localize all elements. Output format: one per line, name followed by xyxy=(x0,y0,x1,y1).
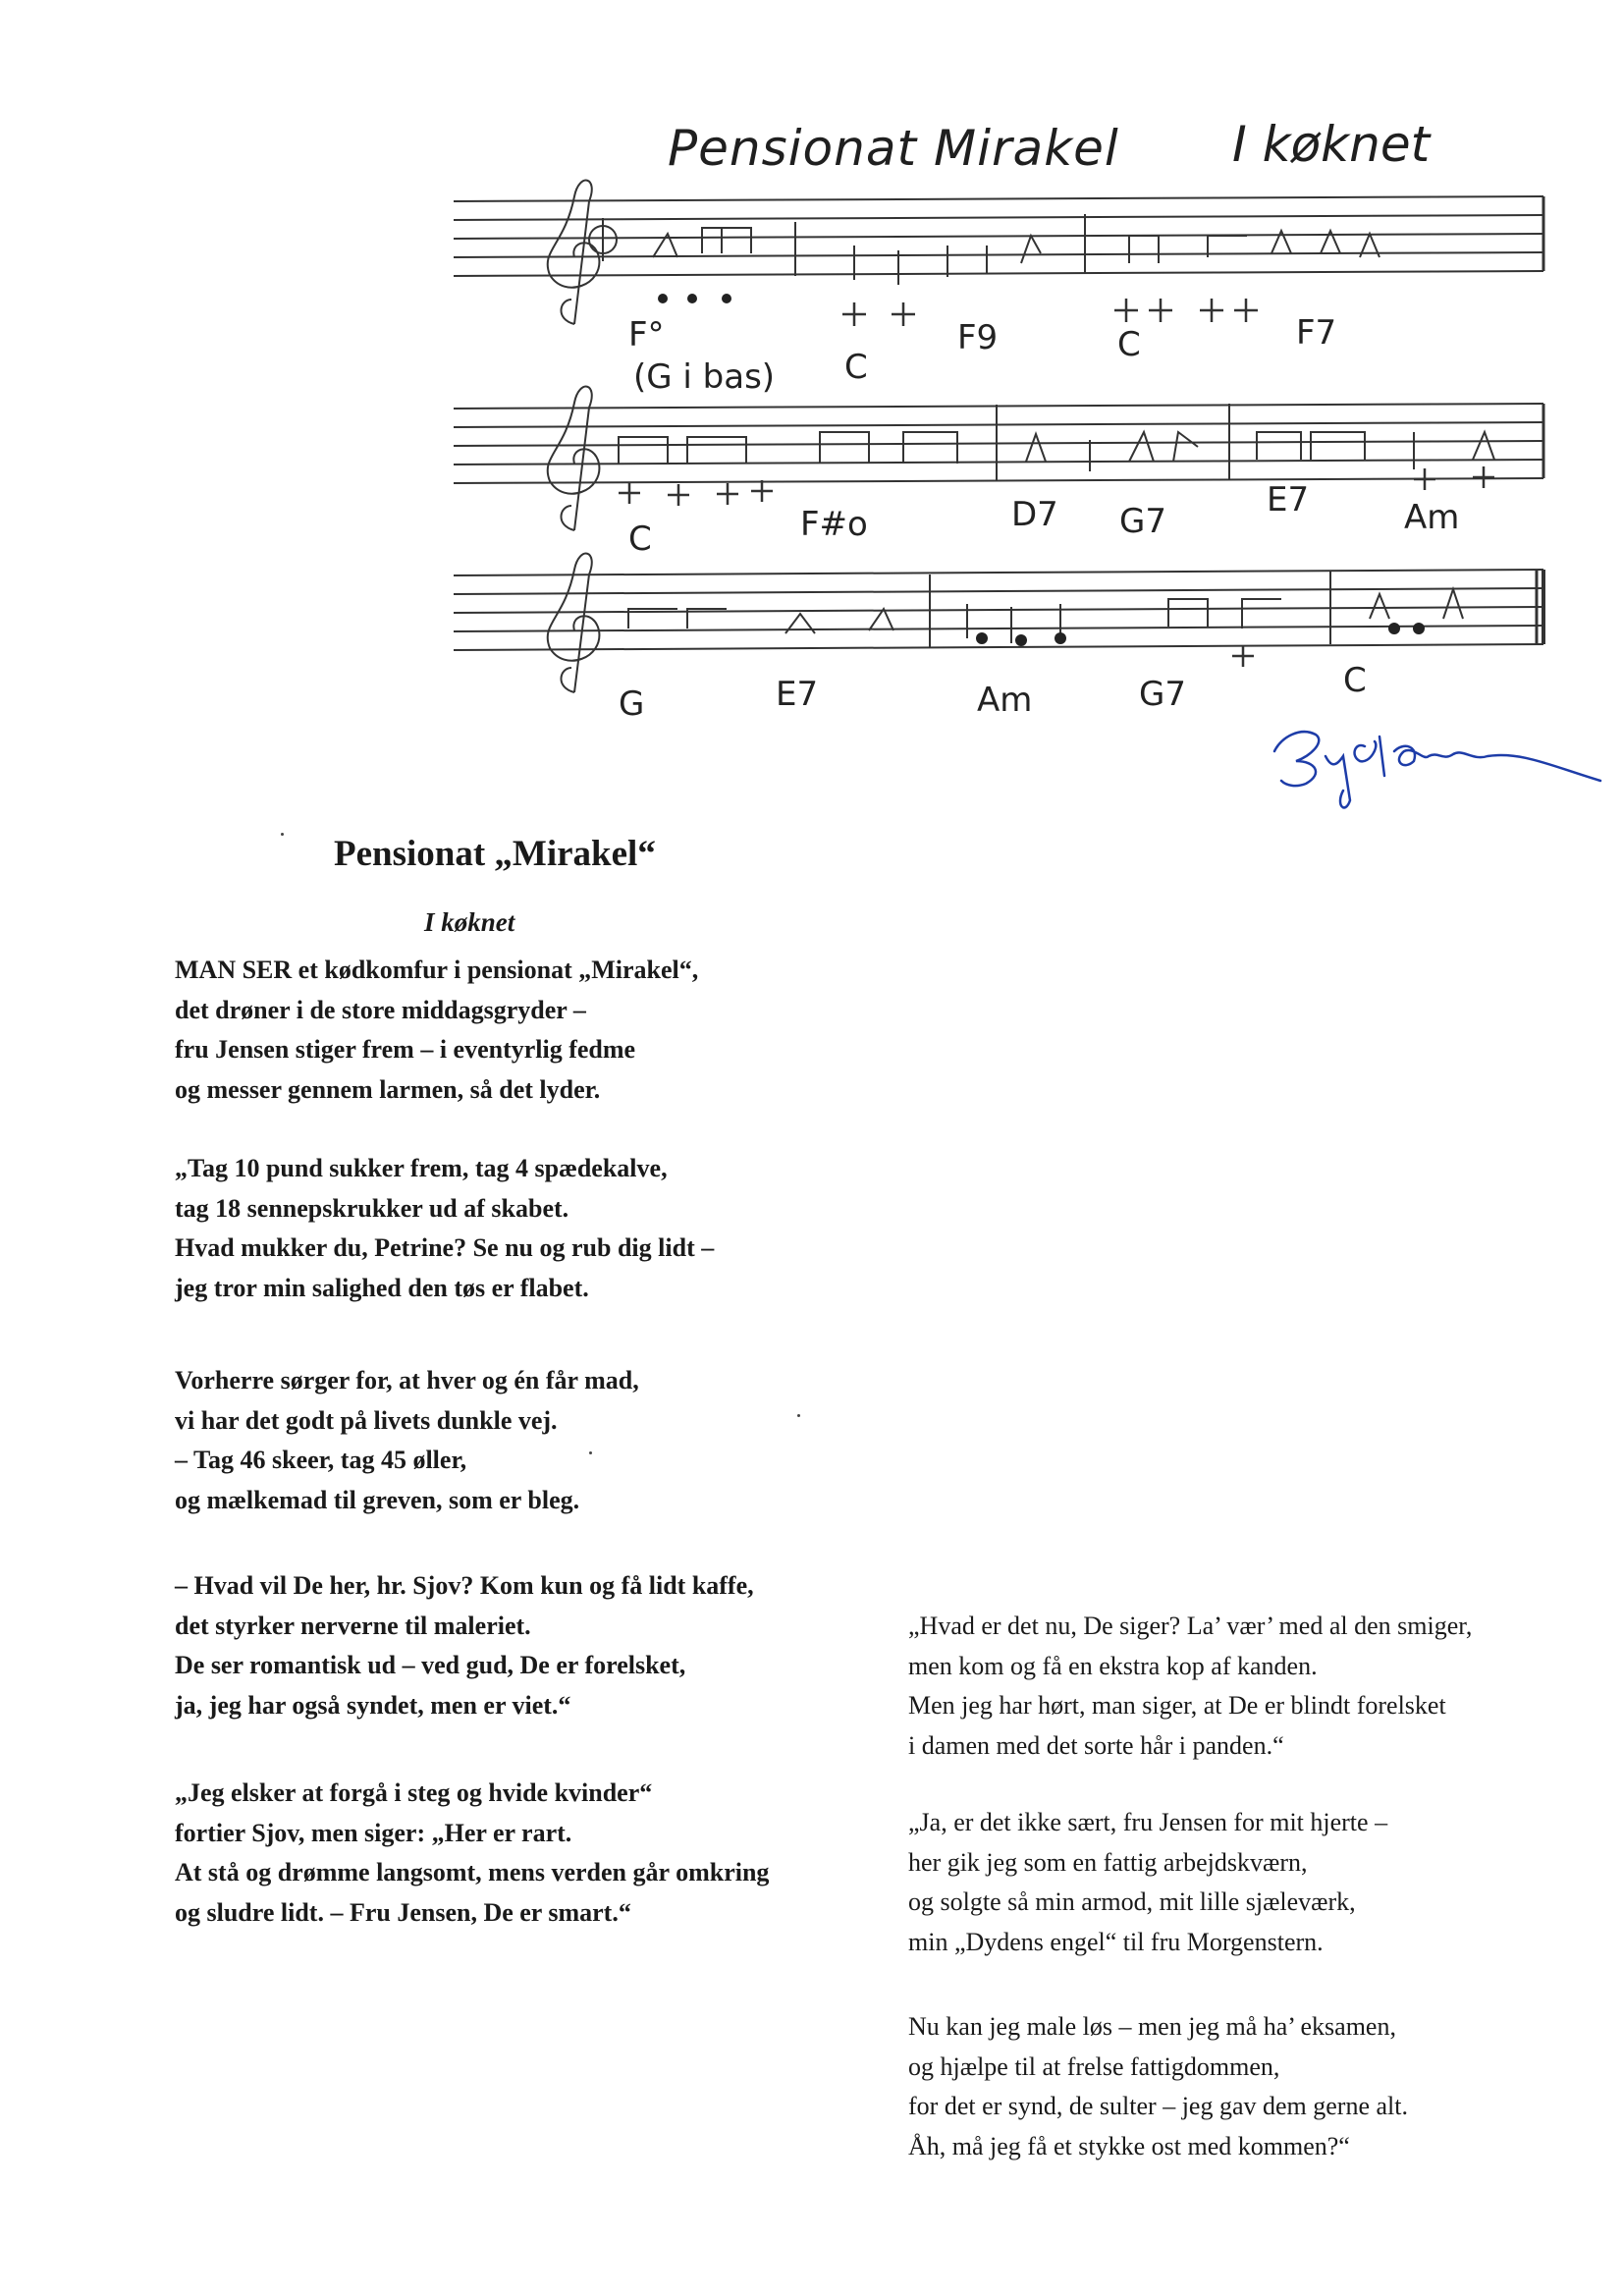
chord-label: G7 xyxy=(1119,502,1166,541)
stanza xyxy=(908,1607,1472,1766)
poem-line: „Ja, er det ikke sært, fru Jensen for mit hjerte – xyxy=(908,1808,1388,1836)
stanza xyxy=(175,1566,754,1725)
chord-label: C xyxy=(844,348,868,387)
sheet-music xyxy=(0,0,1623,786)
poem-line: MAN SER et kødkomfur i pensionat „Mirakel“, xyxy=(175,956,699,984)
stanza xyxy=(175,1774,769,1933)
poem-line: vi har det godt på livets dunkle vej. xyxy=(175,1405,558,1435)
scan-speck xyxy=(589,1451,592,1454)
scan-speck xyxy=(281,833,284,836)
stanza xyxy=(908,2007,1408,2166)
chord-label: C xyxy=(1343,661,1367,700)
chord-label: F#o xyxy=(800,505,868,544)
poem-line: og mælkemad til greven, som er bleg. xyxy=(175,1485,580,1514)
chord-label: Am xyxy=(977,681,1033,720)
chord-label: (G i bas) xyxy=(633,357,776,397)
signature xyxy=(1257,707,1610,825)
poem-line: og solgte så min armod, mit lille sjæleværk, xyxy=(908,1887,1356,1916)
poem-line: De ser romantisk ud – ved gud, De er forelsket, xyxy=(175,1651,686,1679)
poem-line: det styrker nerverne til maleriet. xyxy=(175,1611,531,1640)
chord-label: F° xyxy=(628,315,665,355)
staff-3 xyxy=(454,570,1543,650)
chord-label: D7 xyxy=(1011,495,1058,534)
chord-label: C xyxy=(1117,325,1141,364)
poem-line: det drøner i de store middagsgryder – xyxy=(175,995,586,1024)
poem-line: for det er synd, de sulter – jeg gav dem gerne alt. xyxy=(908,2092,1408,2120)
chord-label: E7 xyxy=(776,675,819,714)
poem-line: fortier Sjov, men siger: „Her er rart. xyxy=(175,1818,572,1847)
poem-line: i damen med det sorte hår i panden.“ xyxy=(908,1730,1284,1760)
chord-label: G7 xyxy=(1139,675,1186,714)
staff-2 xyxy=(454,404,1543,483)
poem-line: og sludre lidt. – Fru Jensen, De er smart.“ xyxy=(175,1897,631,1927)
stanza xyxy=(175,1149,714,1308)
poem-subtitle: I køknet xyxy=(424,907,515,937)
poem-line: tag 18 sennepskrukker ud af skabet. xyxy=(175,1193,569,1223)
poem-line: „Tag 10 pund sukker frem, tag 4 spædekalve, xyxy=(175,1154,668,1182)
chord-label: E7 xyxy=(1267,480,1310,519)
poem-line: ja, jeg har også syndet, men er viet.“ xyxy=(175,1690,571,1720)
chord-label: F7 xyxy=(1296,313,1337,353)
poem-line: men kom og få en ekstra kop af kanden. xyxy=(908,1651,1318,1680)
handwritten-subtitle: I køknet xyxy=(1232,116,1431,173)
poem-line: her gik jeg som en fattig arbejdskværn, xyxy=(908,1847,1308,1877)
poem-line: „Hvad er det nu, De siger? La’ vær’ med al den smiger, xyxy=(908,1612,1473,1640)
chord-label: Am xyxy=(1404,498,1460,537)
chord-label: F9 xyxy=(957,318,999,357)
stanza xyxy=(175,1361,639,1520)
poem-line: Men jeg har hørt, man siger, at De er blindt forelsket xyxy=(908,1691,1446,1720)
poem-line: jeg tror min salighed den tøs er flabet. xyxy=(175,1273,589,1302)
poem-line: – Tag 46 skeer, tag 45 øller, xyxy=(175,1446,467,1474)
poem-title: Pensionat „Mirakel“ xyxy=(334,834,656,874)
handwritten-title: Pensionat Mirakel xyxy=(668,120,1119,177)
poem-line: Åh, må jeg få et stykke ost med kommen?“ xyxy=(908,2131,1350,2160)
poem-line: min „Dydens engel“ til fru Morgenstern. xyxy=(908,1927,1324,1956)
poem-line: Vorherre sørger for, at hver og én får mad, xyxy=(175,1366,639,1394)
stanza xyxy=(908,1803,1387,1962)
chord-label: C xyxy=(628,519,652,559)
poem-line: Nu kan jeg male løs – men jeg må ha’ eksamen, xyxy=(908,2012,1396,2041)
poem-line: og messer gennem larmen, så det lyder. xyxy=(175,1074,601,1104)
poem-line: Hvad mukker du, Petrine? Se nu og rub dig lidt – xyxy=(175,1233,715,1262)
rhythm-marks xyxy=(619,228,1494,643)
poem-line: og hjælpe til at frelse fattigdommen, xyxy=(908,2051,1280,2081)
poem-line: „Jeg elsker at forgå i steg og hvide kvinder“ xyxy=(175,1778,653,1807)
time-signature-icon xyxy=(589,218,617,261)
scan-speck xyxy=(797,1414,800,1417)
stanza xyxy=(175,951,698,1110)
poem-line: At stå og drømme langsomt, mens verden går omkring xyxy=(175,1858,770,1886)
poem-line: – Hvad vil De her, hr. Sjov? Kom kun og få lidt kaffe, xyxy=(175,1571,754,1600)
poem-line: fru Jensen stiger frem – i eventyrlig fedme xyxy=(175,1035,636,1064)
chord-label: G xyxy=(619,684,645,724)
